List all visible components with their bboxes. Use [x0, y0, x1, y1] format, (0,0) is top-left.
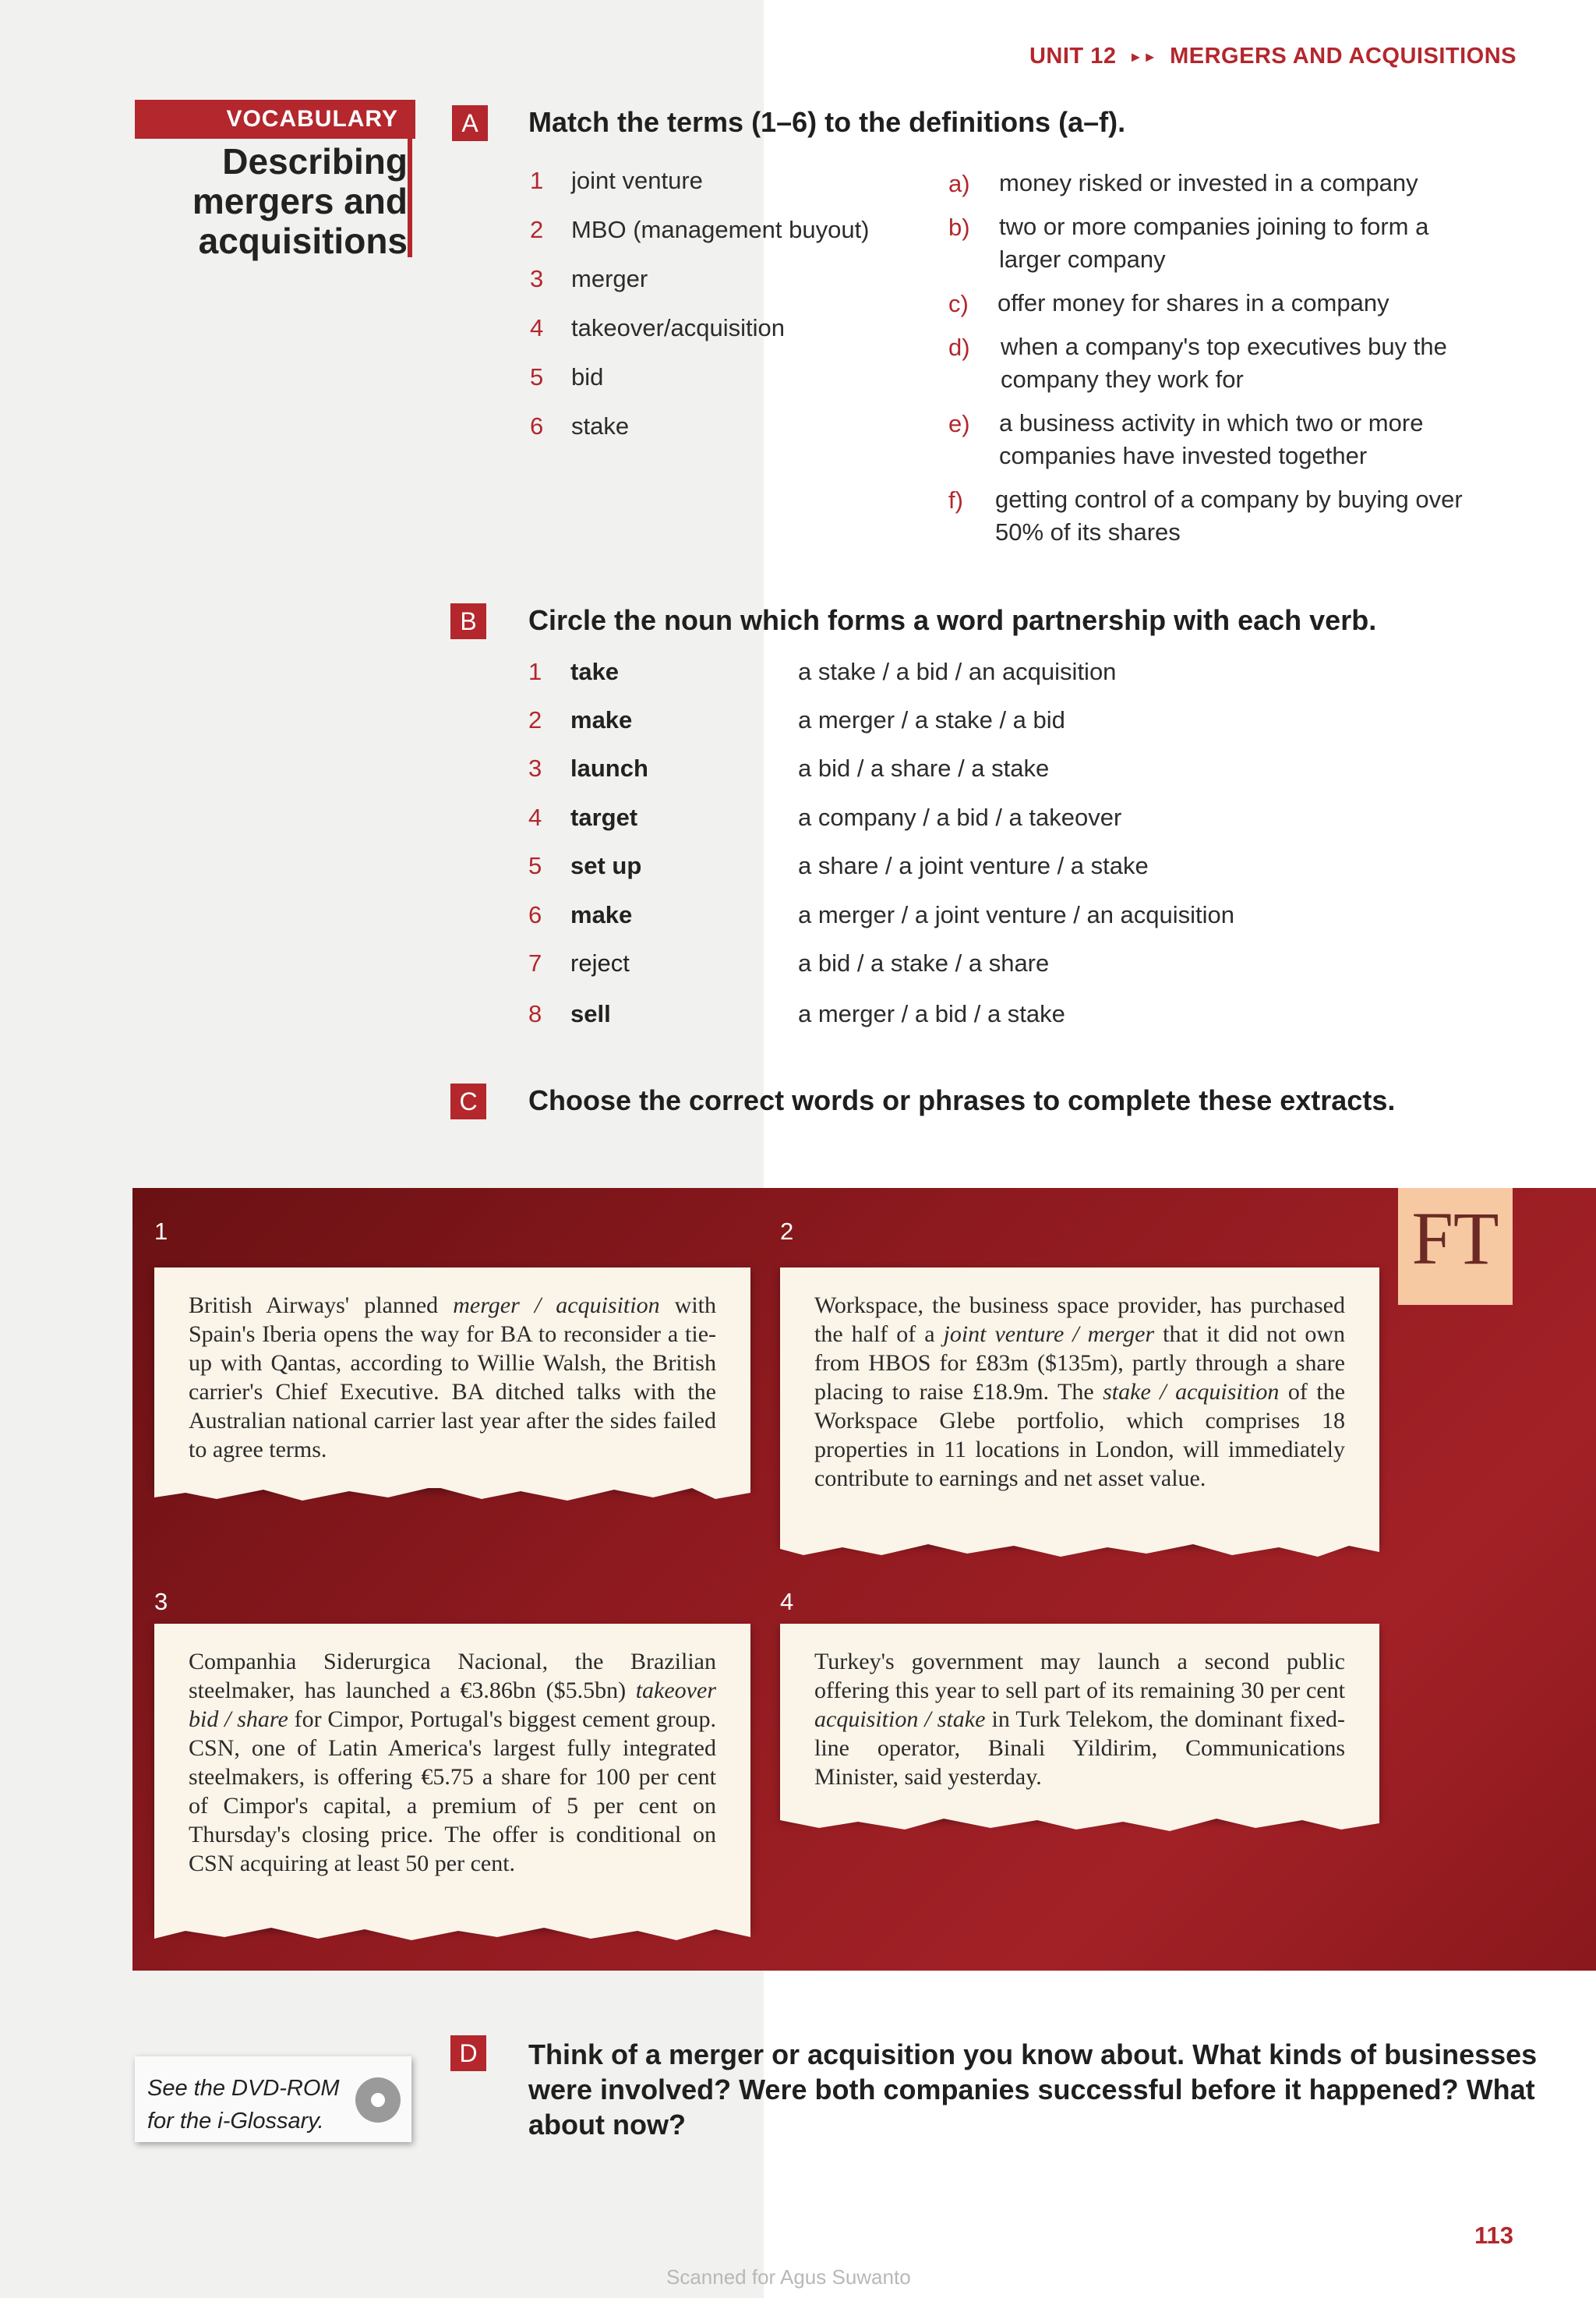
extract-choice[interactable]: acquisition / stake: [814, 1706, 986, 1732]
noun-options: a merger / a bid / a stake: [798, 1000, 1065, 1027]
definition-letter: b): [948, 214, 970, 241]
unit-topic: MERGERS AND ACQUISITIONS: [1170, 44, 1517, 69]
definition-text: when a company's top executives buy the company they work for: [1001, 333, 1447, 393]
term-number: 6: [530, 412, 544, 440]
extract-choice[interactable]: merger / acquisition: [453, 1292, 660, 1318]
vocabulary-title: [135, 142, 408, 261]
term-number: 3: [530, 265, 544, 292]
running-header: [1029, 44, 1517, 69]
title-line: acquisitions: [198, 221, 408, 261]
section-c-badge: C: [450, 1084, 486, 1119]
section-b-badge: B: [450, 603, 486, 639]
extract-number: 4: [780, 1588, 794, 1615]
item-number: 2: [528, 706, 542, 734]
torn-edge: [154, 1921, 750, 1943]
term-text: stake: [571, 412, 630, 440]
definition-text: two or more companies joining to form a larger company: [999, 213, 1429, 273]
page-number: 113: [1474, 2222, 1513, 2249]
definition-letter: d): [948, 334, 970, 361]
extract-text: Workspace, the business space provider, has purchased the half of a: [814, 1292, 1345, 1347]
extract-card-3: [154, 1624, 750, 1928]
term-number: 4: [530, 314, 544, 341]
vocabulary-bar: [408, 139, 412, 257]
definition-text: getting control of a company by buying over 50% of its shares: [995, 486, 1463, 546]
noun-options: a stake / a bid / an acquisition: [798, 658, 1117, 685]
dvd-line: for the i-Glossary.: [147, 2109, 324, 2134]
definition-text: a business activity in which two or more companies have invested together: [999, 409, 1424, 469]
disc-icon: [355, 2077, 401, 2123]
term-number: 2: [530, 216, 544, 243]
term-text: takeover/acquisition: [571, 314, 785, 341]
extract-text: of the Workspace Glebe portfolio, which comprises 18 properties in 11 locations in London, will immediately contribute to earnings and net asset value.: [814, 1379, 1346, 1491]
extract-text: British Airways' planned: [189, 1292, 454, 1318]
scan-note: Scanned for Agus Suwanto: [666, 2265, 911, 2289]
extract-text: Companhia Siderurgica Nacional, the Brazilian steelmaker, has launched a €3.86bn ($5.5bn): [189, 1649, 716, 1703]
verb: reject: [570, 949, 630, 977]
noun-options: a merger / a joint venture / an acquisition: [798, 901, 1235, 928]
definition-letter: f): [948, 486, 963, 514]
section-a-badge: A: [452, 105, 488, 141]
definition-letter: c): [948, 290, 969, 317]
extract-card-1: [154, 1267, 750, 1488]
extract-number: 2: [780, 1218, 794, 1245]
section-d-question: Think of a merger or acquisition you know about. What kinds of businesses were involved? Were both companies successful before it happened? What about now?: [528, 2038, 1538, 2141]
definition-text: offer money for shares in a company: [998, 289, 1389, 316]
extract-text: with Spain's Iberia opens the way for BA to reconsider a tie-up with Qantas, according to Willie Walsh, the British carrier's Chief Executive. BA ditched talks with the Australian national carrier last year after the sides failed to agree terms.: [189, 1292, 716, 1462]
double-arrow-icon: ►►: [1128, 49, 1158, 65]
section-b-instruction: Circle the noun which forms a word partnership with each verb.: [528, 604, 1377, 636]
verb: target: [570, 804, 638, 831]
extract-text: Turkey's government may launch a second public offering this year to sell part of its remaining 30 per cent: [814, 1649, 1345, 1703]
verb: sell: [570, 1000, 611, 1027]
extract-text: in Turk Telekom, the dominant fixed-line operator, Binali Yildirim, Communications Minister, said yesterday.: [814, 1706, 1345, 1790]
extract-text: for Cimpor, Portugal's biggest cement group. CSN, one of Latin America's largest fully integrated steelmakers, is offering €5.75 a share for 100 per cent of Cimpor's capital, a premium of 5 per cent on Thursday's closing price. The offer is conditional on CSN acquiring at least 50 per cent.: [189, 1706, 716, 1876]
vocabulary-tag: VOCABULARY: [135, 100, 415, 139]
item-number: 4: [528, 804, 542, 831]
item-number: 6: [528, 901, 542, 928]
extract-number: 3: [154, 1588, 168, 1615]
noun-options: a share / a joint venture / a stake: [798, 852, 1149, 879]
term-text: merger: [571, 265, 648, 292]
term-number: 5: [530, 363, 544, 391]
extract-text: that it did not own from HBOS for £83m ($135m), partly through a share placing to raise £18.9m. The: [814, 1321, 1345, 1405]
ft-logo: FT: [1398, 1188, 1513, 1305]
verb: make: [570, 706, 633, 734]
noun-options: a bid / a stake / a share: [798, 949, 1050, 977]
torn-edge: [154, 1482, 750, 1504]
noun-options: a company / a bid / a takeover: [798, 804, 1122, 831]
extract-choice[interactable]: takeover bid / share: [189, 1678, 716, 1732]
noun-options: a merger / a stake / a bid: [798, 706, 1065, 734]
torn-edge: [780, 1538, 1379, 1560]
torn-edge: [780, 1812, 1379, 1834]
verb: take: [570, 658, 620, 685]
section-a-instruction: Match the terms (1–6) to the definitions (a–f).: [528, 106, 1126, 138]
extract-choice[interactable]: stake / acquisition: [1103, 1379, 1280, 1405]
dvd-rom-note: [135, 2056, 411, 2142]
title-line: Describing: [222, 141, 408, 182]
term-number: 1: [530, 167, 544, 194]
term-text: joint venture: [571, 167, 703, 194]
extract-choice[interactable]: joint venture / merger: [943, 1321, 1155, 1347]
verb: set up: [570, 852, 642, 879]
extract-number: 1: [154, 1218, 168, 1245]
section-c-instruction: Choose the correct words or phrases to complete these extracts.: [528, 1084, 1396, 1116]
term-text: MBO (management buyout): [571, 216, 870, 243]
item-number: 3: [528, 755, 542, 782]
unit-label: UNIT 12: [1029, 44, 1117, 69]
verb: make: [570, 901, 633, 928]
item-number: 1: [528, 658, 542, 685]
extract-card-2: [780, 1267, 1379, 1544]
definition-letter: e): [948, 410, 970, 437]
term-text: bid: [571, 363, 604, 391]
definition-text: money risked or invested in a company: [999, 169, 1418, 196]
extract-card-4: [780, 1624, 1379, 1819]
item-number: 7: [528, 949, 542, 977]
noun-options: a bid / a share / a stake: [798, 755, 1050, 782]
title-line: mergers and: [192, 181, 408, 221]
item-number: 8: [528, 1000, 542, 1027]
dvd-line: See the DVD-ROM: [147, 2076, 340, 2101]
verb: launch: [570, 755, 648, 782]
section-d-badge: D: [450, 2035, 486, 2071]
item-number: 5: [528, 852, 542, 879]
definition-letter: a): [948, 170, 970, 197]
dvd-rom-text: [147, 2072, 340, 2137]
